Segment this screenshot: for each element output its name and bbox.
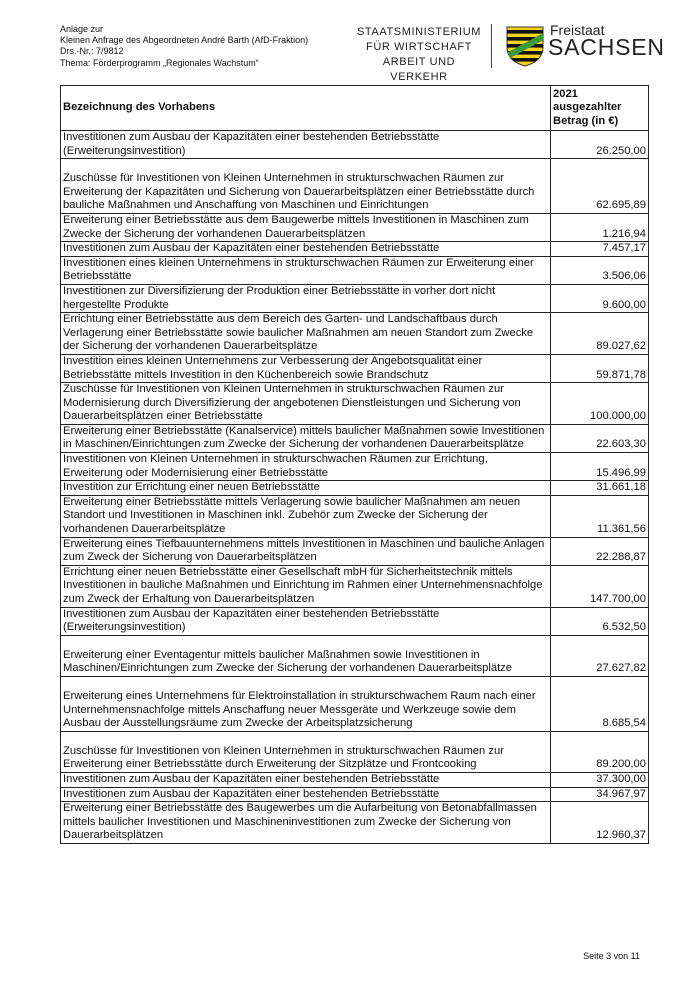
table-row [61,772,649,787]
project-description: Zuschüsse für Investitionen von Kleinen Unternehmen in strukturschwachen Räumen zur Erweiterung einer Betriebsstätte durch Erweiterung der Sitzplätze und Frontcooking [61,731,551,772]
paid-amount: 100.000,00 [551,383,649,425]
page-number: Seite 3 von 11 [583,951,640,961]
table-row [61,802,649,844]
project-description: Zuschüsse für Investitionen von Kleinen Unternehmen in strukturschwachen Räumen zur Modernisierung durch Diversifizierung der angebotenen Dienstleistungen und Sicherung von Dauerarbeitsplätzen einer Betriebsstätte [61,383,551,425]
paid-amount: 6.532,50 [551,607,649,635]
project-description: Investitionen zum Ausbau der Kapazitäten einer bestehenden Betriebsstätte [61,772,551,787]
project-description: Erweiterung eines Unternehmens für Elektroinstallation in strukturschwachem Raum nach einer Unternehmensnachfolge mittels Anschaffung neuer Messgeräte und Werkzeuge sowie dem Ausbau der Ausstellungsräume zum Zwecke der Arbeitsplatzsicherung [61,676,551,731]
paid-amount: 11.361,56 [551,495,649,537]
paid-amount: 26.250,00 [551,131,649,159]
table-row [61,635,649,676]
table-row [61,213,649,241]
table-row [61,159,649,214]
project-description: Erweiterung einer Betriebsstätte (Kanalservice) mittels baulicher Maßnahmen sowie Investitionen in Maschinen/Einrichtungen zum Zwecke der Sicherung der vorhandenen Dauerarbeitsplätze [61,424,551,452]
project-description: Investition eines kleinen Unternehmens zur Verbesserung der Angebotsqualität einer Betriebsstätte mittels Investition in den Küchenbereich sowie Brandschutz [61,354,551,382]
table-row [61,256,649,284]
project-description: Investitionen zum Ausbau der Kapazitäten einer bestehenden Betriebsstätte (Erweiterungsinvestition) [61,131,551,159]
paid-amount: 15.496,99 [551,453,649,481]
table-row [61,565,649,607]
table-row [61,354,649,382]
table-row [61,242,649,257]
paid-amount: 31.661,18 [551,481,649,496]
paid-amount: 37.300,00 [551,772,649,787]
paid-amount: 3.506,06 [551,256,649,284]
funding-table [60,85,649,844]
project-description: Erweiterung einer Eventagentur mittels baulicher Maßnahmen sowie Investitionen in Maschinen/Einrichtungen zum Zwecke der Sicherung der vorhandenen Dauerarbeitsplätze [61,635,551,676]
paid-amount: 89.200,00 [551,731,649,772]
paid-amount: 22.288,87 [551,537,649,565]
ministry-name [355,25,483,85]
header-unit: Betrag (in €) [553,114,619,127]
header-line: Kleinen Anfrage des Abgeordneten André Barth (AfD-Fraktion) [60,35,309,46]
paid-amount: 59.871,78 [551,354,649,382]
project-description: Investitionen zum Ausbau der Kapazitäten einer bestehenden Betriebsstätte [61,787,551,802]
project-description: Investitionen von Kleinen Unternehmen in strukturschwachen Räumen zur Errichtung, Erweiterung oder Modernisierung einer Betriebsstätte [61,453,551,481]
paid-amount: 27.627,82 [551,635,649,676]
logo-freistaat: Freistaat [550,22,605,38]
table-row [61,495,649,537]
header-paid: ausgezahlter [553,101,622,114]
ministry-line: STAATSMINISTERIUM [356,26,482,38]
paid-amount: 147.700,00 [551,565,649,607]
column-header-name: Bezeichnung des Vorhabens [61,86,551,131]
header-year: 2021 [553,87,578,100]
paid-amount: 1.216,94 [551,213,649,241]
table-row [61,787,649,802]
ministry-line: FÜR WIRTSCHAFT [366,41,472,53]
paid-amount: 9.600,00 [551,284,649,312]
table-row [61,383,649,425]
project-description: Erweiterung eines Tiefbauunternehmens mittels Investitionen in Maschinen und bauliche Anlagen zum Zweck der Sicherung von Dauerarbeitsplätzen [61,537,551,565]
ministry-line: ARBEIT UND VERKEHR [382,56,456,83]
project-description: Errichtung einer Betriebsstätte aus dem Bereich des Garten- und Landschaftbaus durch Verlagerung einer Betriebsstätte sowie baulicher Maßnahmen am neuen Standort zum Zwecke der Sicherung der vorhandenen Dauerarbeitsplätze [61,313,551,355]
header-line: Anlage zur [60,24,104,34]
project-description: Investitionen eines kleinen Unternehmens in strukturschwachen Räumen zur Erweiterung einer Betriebsstätte [61,256,551,284]
table-row [61,424,649,452]
column-header-amount [551,86,649,131]
paid-amount: 62.695,89 [551,159,649,214]
project-description: Investitionen zum Ausbau der Kapazitäten einer bestehenden Betriebsstätte [61,242,551,257]
table-row [61,537,649,565]
table-row [61,731,649,772]
project-description: Investitionen zum Ausbau der Kapazitäten einer bestehenden Betriebsstätte (Erweiterungsinvestition) [61,607,551,635]
table-row [61,481,649,496]
document-header [60,24,308,69]
project-description: Zuschüsse für Investitionen von Kleinen Unternehmen in strukturschwachen Räumen zur Erweiterung der Kapazitäten und Sicherung von Dauerarbeitsplätzen einer Betriebsstätte durch bauliche Maßnahmen und Anschaffung von Maschinen und Einrichtungen [61,159,551,214]
project-description: Errichtung einer neuen Betriebsstätte einer Gesellschaft mbH für Sicherheitstechnik mittels Investitionen in bauliche Maßnahmen und Einrichtung im Rahmen einer Unternehmensnachfolge zum Zweck der Erhaltung von Dauerarbeitsplätzen [61,565,551,607]
table-row [61,313,649,355]
paid-amount: 22.603,30 [551,424,649,452]
project-description: Investition zur Errichtung einer neuen Betriebsstätte [61,481,551,496]
paid-amount: 34.967,97 [551,787,649,802]
logo-divider [491,24,492,68]
table-row [61,284,649,312]
paid-amount: 8.685,54 [551,676,649,731]
header-line: Drs.-Nr.: 7/9812 [60,46,124,57]
paid-amount: 12.960,37 [551,802,649,844]
paid-amount: 89.027,62 [551,313,649,355]
saxony-crest-icon [505,25,545,67]
table-row [61,607,649,635]
logo-sachsen: SACHSEN [548,34,665,60]
table-row [61,131,649,159]
table-header-row [61,86,649,131]
table-row [61,676,649,731]
project-description: Erweiterung einer Betriebsstätte mittels Verlagerung sowie baulicher Maßnahmen am neuen Standort und Investitionen in Maschinen inkl. Zubehör zum Zwecke der Sicherung der vorhandenen Dauerarbeitsplätze [61,495,551,537]
project-description: Erweiterung einer Betriebsstätte aus dem Baugewerbe mittels Investitionen in Maschinen zum Zwecke der Sicherung der vorhandenen Dauerarbeitsplätzen [61,213,551,241]
header-line: Thema: Förderprogramm „Regionales Wachstum“ [60,57,259,68]
table-row [61,453,649,481]
project-description: Investitionen zur Diversifizierung der Produktion einer Betriebsstätte in vorher dort nicht hergestellte Produkte [61,284,551,312]
project-description: Erweiterung einer Betriebsstätte des Baugewerbes um die Aufarbeitung von Betonabfallmassen mittels baulicher Investitionen und Maschineninvestitionen zum Zwecke der Sicherung von Dauerarbeitsplätzen [61,802,551,844]
paid-amount: 7.457,17 [551,242,649,257]
